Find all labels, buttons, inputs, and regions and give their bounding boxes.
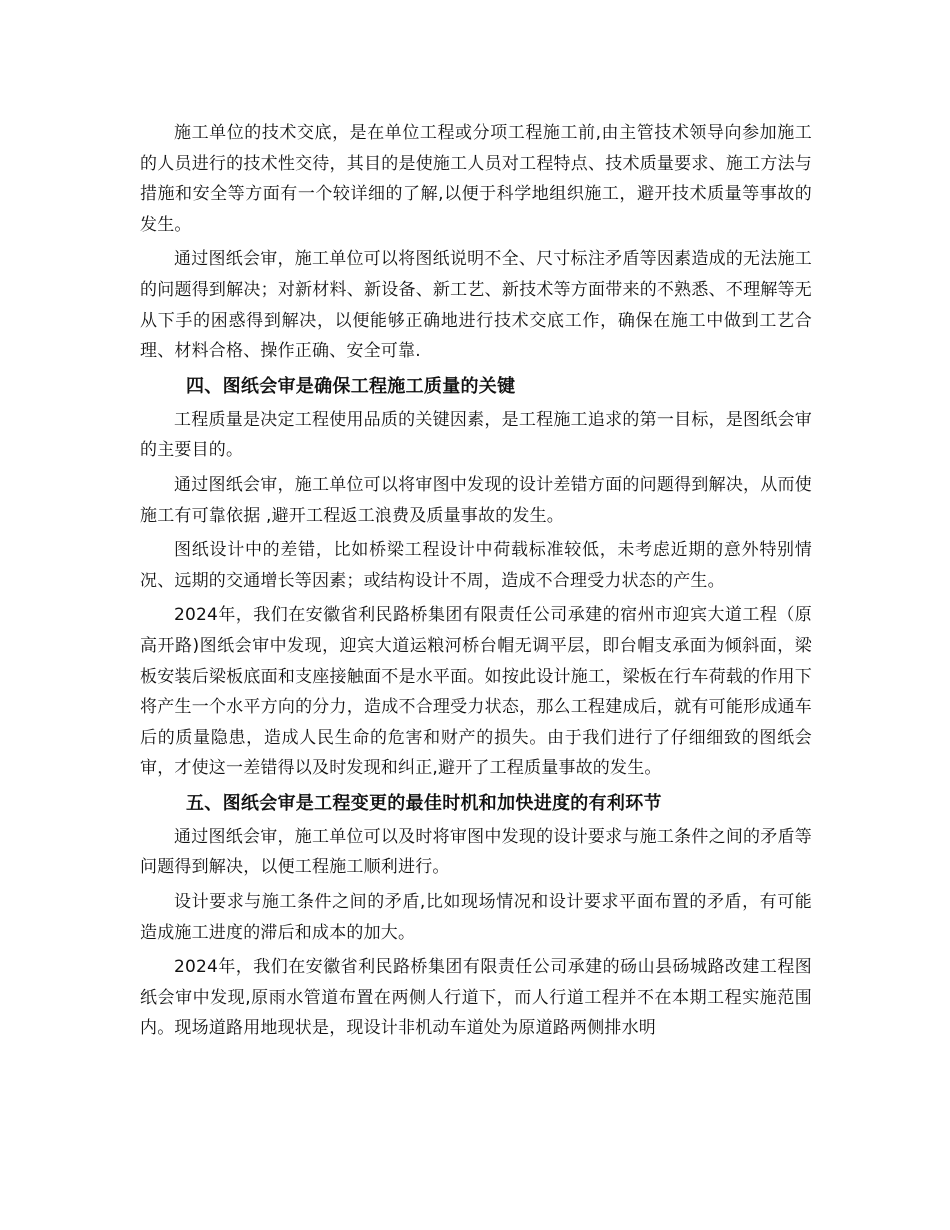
paragraph: 图纸设计中的差错，比如桥梁工程设计中荷载标准较低，未考虑近期的意外特别情况、远期的交通增长等因素；或结构设计不周，造成不合理受力状态的产生。 bbox=[140, 540, 812, 591]
paragraph: 通过图纸会审，施工单位可以将图纸说明不全、尺寸标注矛盾等因素造成的无法施工的问题得到解决；对新材料、新设备、新工艺、新技术等方面带来的不熟悉、不理解等无从下手的困惑得到解决，以便能够正确地进行技术交底工作，确保在施工中做到工艺合理、材料合格、操作正确、安全可靠. bbox=[140, 249, 812, 362]
paragraph: 2024年，我们在安徽省利民路桥集团有限责任公司承建的砀山县砀城路改建工程图纸会审中发现,原雨水管道布置在两侧人行道下，而人行道工程并不在本期工程实施范围内。现场道路用地现状是，现设计非机动车道处为原道路两侧排水明 bbox=[140, 957, 812, 1039]
paragraph: 施工单位的技术交底，是在单位工程或分项工程施工前,由主管技术领导向参加施工的人员进行的技术性交待，其目的是使施工人员对工程特点、技术质量要求、施工方法与措施和安全等方面有一个较详细的了解,以便于科学地组织施工，避开技术质量等事故的发生。 bbox=[140, 123, 812, 235]
section-heading-4: 四、图纸会审是确保工程施工质量的关键 bbox=[186, 375, 516, 397]
paragraph: 设计要求与施工条件之间的矛盾,比如现场情况和设计要求平面布置的矛盾，有可能造成施工进度的滞后和成本的加大。 bbox=[140, 892, 812, 943]
paragraph: 通过图纸会审，施工单位可以及时将审图中发现的设计要求与施工条件之间的矛盾等问题得到解决，以便工程施工顺利进行。 bbox=[140, 826, 812, 878]
paragraph: 通过图纸会审，施工单位可以将审图中发现的设计差错方面的问题得到解决，从而使施工有可靠依据 ,避开工程返工浪费及质量事故的发生。 bbox=[140, 474, 812, 526]
paragraph: 2024年，我们在安徽省利民路桥集团有限责任公司承建的宿州市迎宾大道工程（原高开路)图纸会审中发现，迎宾大道运粮河桥台帽无调平层，即台帽支承面为倾斜面，梁板安装后梁板底面和支座接触面不是水平面。如按此设计施工，梁板在行车荷载的作用下将产生一个水平方向的分力，造成不合理受力状态，那么工程建成后，就有可能形成通车后的质量隐患，造成人民生命的危害和财产的损失。由于我们进行了仔细细致的图纸会审，才使这一差错得以及时发现和纠正,避开了工程质量事故的发生。 bbox=[140, 605, 812, 779]
paragraph: 工程质量是决定工程使用品质的关键因素，是工程施工追求的第一目标，是图纸会审的主要目的。 bbox=[140, 409, 812, 461]
document-body bbox=[140, 118, 812, 1048]
section-heading-5: 五、图纸会审是工程变更的最佳时机和加快进度的有利环节 bbox=[186, 792, 662, 814]
